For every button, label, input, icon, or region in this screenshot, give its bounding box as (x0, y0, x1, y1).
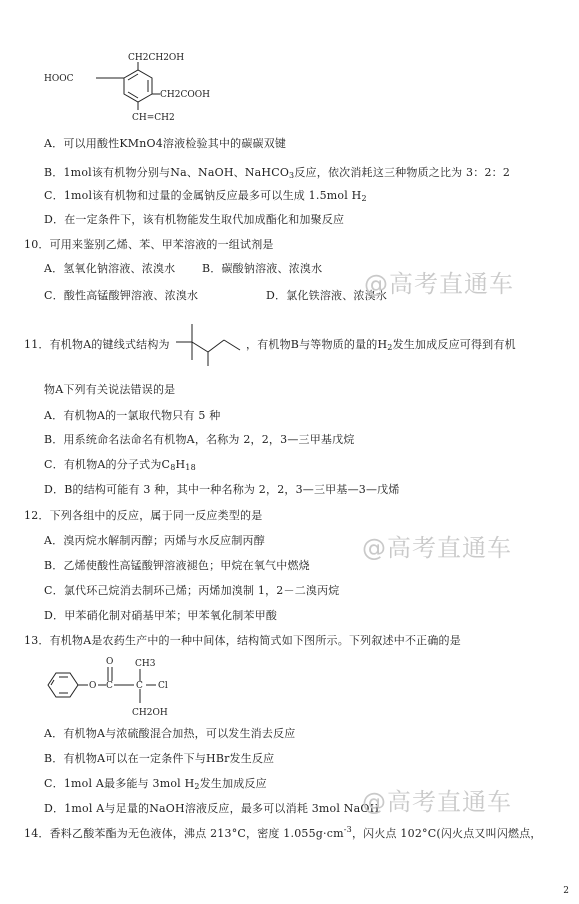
q9-option-b: B．1mol该有机物分别与Na、NaOH、NaHCO$_3$反应，依次消耗这三种物质之比为 3：2：2 (44, 166, 511, 180)
q13-option-c: C．1mol A最多能与 3mol $H_2$发生加成反应 (44, 777, 267, 791)
q13-option-b: B．有机物A可以在一定条件下与HBr发生反应 (44, 752, 275, 765)
q11-option-a: A．有机物A的一氯取代物只有 5 种 (44, 409, 221, 422)
q10-stem: 10．可用来鉴别乙烯、苯、甲苯溶液的一组试剂是 (24, 238, 274, 251)
q11-stem-line2: 物A下列有关说法错误的是 (44, 383, 176, 396)
q13-option-a: A．有机物A与浓硫酸混合加热，可以发生消去反应 (44, 727, 296, 740)
structure1-bottom-label: CH=CH2 (132, 113, 175, 123)
q13-option-d: D．1mol A与足量的NaOH溶液反应，最多可以消耗 3mol NaOH (44, 802, 380, 815)
q10-option-b: B．碳酸钠溶液、浓溴水 (202, 262, 323, 275)
q12-option-d: D．甲苯硝化制对硝基甲苯；甲苯氧化制苯甲酸 (44, 609, 278, 622)
q9-option-a: A．可以用酸性KMnO4溶液检验其中的碳碳双键 (44, 137, 287, 150)
watermark-1: @高考直通车 (364, 270, 514, 298)
watermark-3: @高考直通车 (362, 788, 512, 816)
q11-option-d: D．B的结构可能有 3 种，其中一种名称为 2，2，3—三甲基—3—戊烯 (44, 483, 400, 496)
q13-stem: 13．有机物A是农药生产中的一种中间体，结构简式如下图所示。下列叙述中不正确的是 (24, 634, 461, 647)
watermark-2: @高考直通车 (362, 534, 512, 562)
skeletal-structure-a (172, 318, 244, 368)
q10-option-d: D．氯化铁溶液、浓溴水 (266, 289, 388, 302)
ester-oxygen-label: O (89, 681, 97, 691)
structure-diagram-2 (40, 653, 220, 723)
q9-option-c: C．1mol该有机物和过量的金属钠反应最多可以生成 1.5mol $H_2$ (44, 189, 367, 203)
q12-stem: 12．下列各组中的反应，属于同一反应类型的是 (24, 509, 263, 522)
q10-option-a: A．氢氧化钠溶液、浓溴水 (44, 262, 176, 275)
ch2oh-label: CH2OH (132, 708, 168, 718)
methyl-label: CH3 (135, 659, 156, 669)
q12-option-b: B．乙烯使酸性高锰酸钾溶液褪色；甲烷在氧气中燃烧 (44, 559, 310, 572)
chloro-label: Cl (158, 681, 168, 691)
structure1-right-label: CH2COOH (160, 90, 210, 100)
page-number: 2 (563, 886, 569, 896)
structure1-top-label: CH2CH2OH (128, 53, 185, 63)
q12-option-a: A．溴丙烷水解制丙醇；丙烯与水反应制丙醇 (44, 534, 265, 547)
structure-diagram-1 (36, 48, 246, 138)
carbonyl-carbon-label: C (106, 681, 113, 691)
q9-option-d: D．在一定条件下，该有机物能发生取代加成酯化和加聚反应 (44, 213, 345, 226)
q11-option-b: B．用系统命名法命名有机物A，名称为 2，2，3—三甲基戊烷 (44, 433, 355, 446)
q11-option-c: C．有机物A的分子式为$C_8H_{18}$ (44, 458, 196, 472)
q11-stem-continued: ，有机物B与等物质的量的$H_2$发生加成反应可得到有机 (246, 338, 516, 352)
carbonyl-oxygen-label: O (106, 657, 114, 667)
q11-stem: 11．有机物A的键线式结构为 (24, 338, 170, 351)
q10-option-c: C．酸性高锰酸钾溶液、浓溴水 (44, 289, 199, 302)
structure1-left-label: HOOC (44, 74, 74, 84)
q14-stem: 14．香料乙酸苯酯为无色液体，沸点 213°C，密度 $1.055g\cdot cm^{-3}$，闪火点 102°C(闪火点又叫闪燃点， (24, 825, 542, 840)
alpha-carbon-label: C (136, 681, 143, 691)
q12-option-c: C．氯代环己烷消去制环己烯；丙烯加溴制 1，2－二溴丙烷 (44, 584, 340, 597)
